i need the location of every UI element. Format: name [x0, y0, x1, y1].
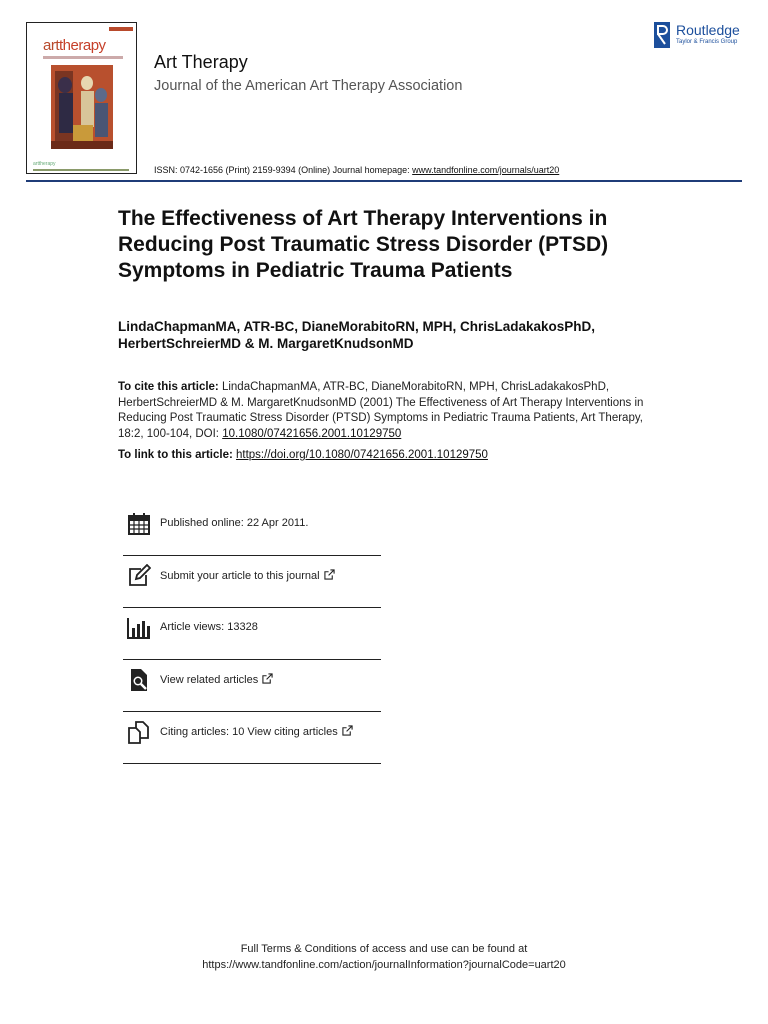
cover-title: arttherapy: [43, 37, 106, 54]
citation-doi-link[interactable]: 10.1080/07421656.2001.10129750: [222, 427, 402, 440]
cover-artwork: [51, 65, 113, 149]
citing-row[interactable]: [123, 712, 381, 764]
article-title: The Effectiveness of Art Therapy Interventions in Reducing Post Traumatic Stress Disorder (PTSD) Symptoms in Pediatric Trauma Patients: [118, 207, 609, 282]
citation-block: [118, 380, 658, 442]
routledge-r-icon: [654, 22, 670, 48]
related-articles-label: View related articles: [160, 674, 259, 686]
cover-top-bar: [109, 27, 133, 31]
header-divider: [26, 180, 742, 182]
article-link-label: To link to this article:: [118, 449, 236, 461]
related-articles-link[interactable]: [160, 673, 273, 686]
external-link-icon: [324, 569, 335, 580]
article-authors: LindaChapmanMA, ATR-BC, DianeMorabitoRN, MPH, ChrisLadakakosPhD, HerbertSchreierMD & M. MargaretKnudsonMD: [118, 319, 596, 351]
citation-text: LindaChapmanMA, ATR-BC, DianeMorabitoRN, MPH, ChrisLadakakosPhD, HerbertSchreierMD & M. MargaretKnudsonMD (2001) The Effectiveness of Art Therapy Interventions in Reducing Post Traumatic Stress Disorder (PTSD) Symptoms in Pediatric Trauma Patients, Art Therapy, 18:2, 100-104, DOI:: [118, 381, 644, 440]
calendar-icon: [127, 512, 151, 536]
issn-text: ISSN: 0742-1656 (Print) 2159-9394 (Online) Journal homepage:: [154, 165, 413, 175]
bar-chart-icon: [127, 616, 151, 640]
journal-cover-image: [26, 22, 137, 174]
document-search-icon: [127, 668, 151, 692]
citing-articles-link[interactable]: [160, 725, 353, 738]
citing-articles-label: Citing articles: 10 View citing articles: [160, 726, 338, 738]
issn-line: [154, 165, 559, 175]
publisher-logo: [654, 20, 746, 50]
external-link-icon: [342, 725, 353, 736]
views-row: [123, 608, 381, 660]
submit-article-link[interactable]: [160, 569, 335, 582]
terms-line: Full Terms & Conditions of access and use can be found at: [240, 943, 528, 955]
terms-url[interactable]: https://www.tandfonline.com/action/journalInformation?journalCode=uart20: [202, 958, 566, 971]
related-row[interactable]: [123, 660, 381, 712]
citation-label: To cite this article:: [118, 381, 219, 393]
article-views: Article views: 13328: [160, 621, 258, 633]
cover-footer-logo: arttherapy: [33, 161, 56, 167]
published-date: Published online: 22 Apr 2011.: [160, 517, 309, 529]
citing-documents-icon: [127, 720, 151, 744]
journal-name: Art Therapy: [154, 52, 248, 72]
cover-footer-bar: [33, 169, 129, 171]
edit-icon: [127, 564, 151, 588]
submit-article-label: Submit your article to this journal: [160, 570, 320, 582]
article-link-block: [118, 449, 658, 461]
published-row: [123, 504, 381, 556]
publisher-tagline: Taylor & Francis Group: [676, 39, 738, 45]
terms-footer: [0, 942, 768, 973]
publisher-name: Routledge: [676, 22, 740, 38]
cover-subtitle-bar: [43, 56, 123, 59]
external-link-icon: [262, 673, 273, 684]
submit-row[interactable]: [123, 556, 381, 608]
article-info-list: [123, 504, 381, 764]
article-doi-link[interactable]: https://doi.org/10.1080/07421656.2001.10129750: [236, 449, 488, 461]
journal-homepage-link[interactable]: www.tandfonline.com/journals/uart20: [412, 165, 560, 175]
journal-subtitle: Journal of the American Art Therapy Association: [154, 78, 463, 94]
